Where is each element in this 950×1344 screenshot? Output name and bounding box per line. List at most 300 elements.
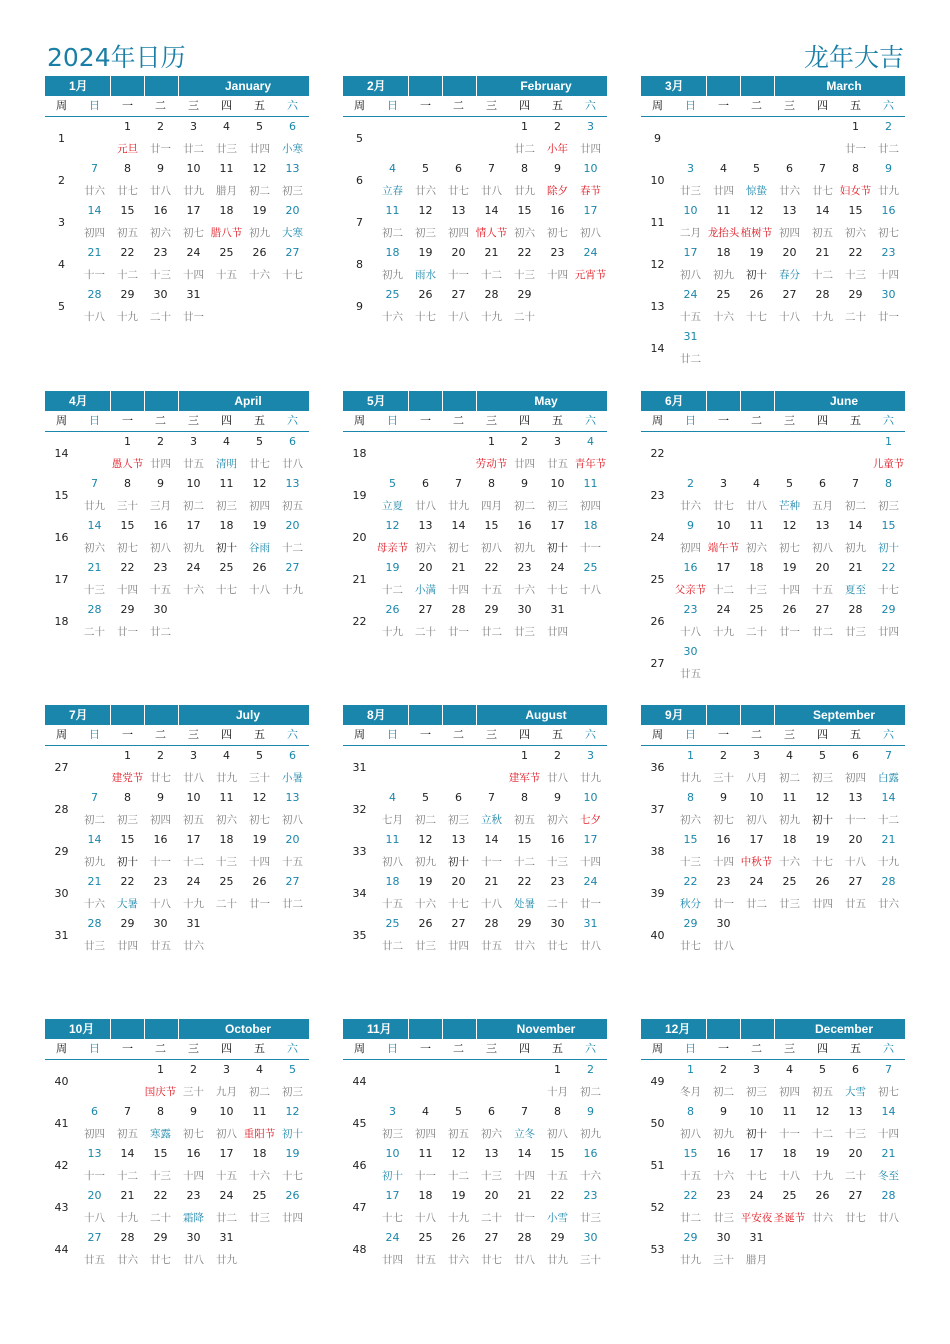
lunar-label: 十一: [84, 1170, 105, 1182]
weekday-label: 日: [685, 1042, 696, 1055]
weekday-label: 一: [718, 728, 729, 741]
weekday-label: 一: [122, 1042, 133, 1055]
day-cell[interactable]: [574, 558, 607, 600]
empty-day-cell: [773, 327, 806, 369]
day-number: 13: [782, 204, 797, 217]
day-cell[interactable]: [276, 872, 309, 914]
lunar-label: 初二: [249, 1086, 270, 1098]
day-number: 7: [91, 791, 98, 804]
day-number: 2: [521, 435, 528, 448]
day-number: 27: [782, 288, 797, 301]
lunar-label: 初四: [779, 1086, 800, 1098]
week-row: [641, 788, 905, 830]
week-row: [45, 600, 309, 642]
lunar-label: 平安夜: [740, 1212, 773, 1224]
lunar-label: 十四: [547, 269, 568, 281]
week-number: 16: [54, 530, 69, 544]
weekday-label: 三: [784, 99, 795, 112]
day-cell[interactable]: [872, 243, 905, 285]
day-number: 1: [852, 120, 859, 133]
day-cell[interactable]: [707, 914, 740, 956]
month-name-cn: 5月: [343, 391, 409, 411]
day-number: 19: [418, 246, 433, 259]
day-cell[interactable]: [574, 746, 607, 788]
day-cell[interactable]: [276, 1186, 309, 1228]
lunar-label: 廿二: [216, 1212, 237, 1224]
empty-day-cell: [574, 600, 607, 642]
lunar-label: 十四: [878, 1128, 899, 1140]
header-divider: [443, 76, 477, 96]
day-number: 22: [153, 1189, 168, 1202]
day-number: 18: [749, 561, 764, 574]
lunar-label: 廿八: [183, 1254, 204, 1266]
week-number: 1: [58, 131, 65, 145]
empty-day-cell: [773, 1228, 806, 1270]
day-cell[interactable]: [177, 914, 210, 956]
weekday-label: 五: [552, 728, 563, 741]
lunar-label: 初二: [713, 1086, 734, 1098]
day-number: 26: [749, 288, 764, 301]
weekday-label: 六: [883, 728, 894, 741]
weekday-label: 四: [817, 728, 828, 741]
day-number: 11: [252, 1105, 267, 1118]
day-number: 30: [153, 288, 168, 301]
lunar-label: 初六: [680, 814, 701, 826]
week-row: [45, 117, 309, 159]
day-number: 28: [517, 1231, 532, 1244]
day-number: 30: [186, 1231, 201, 1244]
lunar-label: 廿三: [845, 626, 866, 638]
lunar-label: 初六: [845, 227, 866, 239]
day-number: 20: [285, 204, 300, 217]
day-cell[interactable]: [872, 516, 905, 558]
day-cell[interactable]: [574, 872, 607, 914]
day-cell[interactable]: [508, 285, 541, 327]
week-row: [343, 1186, 607, 1228]
day-cell[interactable]: [872, 830, 905, 872]
month-header: [45, 705, 309, 725]
day-cell[interactable]: [872, 1144, 905, 1186]
weekday-label: 六: [287, 728, 298, 741]
day-number: 12: [815, 791, 830, 804]
lunar-label: 廿五: [547, 458, 568, 470]
week-number: 45: [352, 1116, 367, 1130]
day-cell[interactable]: [872, 788, 905, 830]
day-cell[interactable]: [872, 432, 905, 474]
lunar-label: 廿七: [713, 500, 734, 512]
day-number: 16: [716, 1147, 731, 1160]
day-number: 2: [885, 120, 892, 133]
day-number: 30: [881, 288, 896, 301]
lunar-label: 初十: [448, 856, 469, 868]
week-row: [45, 285, 309, 327]
day-number: 26: [252, 875, 267, 888]
weekday-label: 二: [751, 414, 762, 427]
empty-day-cell: [806, 914, 839, 956]
weekday-label: 二: [453, 99, 464, 112]
lunar-label: 三十: [713, 1254, 734, 1266]
day-cell[interactable]: [210, 1228, 243, 1270]
day-number: 19: [285, 1147, 300, 1160]
lunar-label: 元旦: [117, 143, 138, 155]
weekday-label: 一: [122, 728, 133, 741]
day-cell[interactable]: [872, 1186, 905, 1228]
day-cell[interactable]: [574, 201, 607, 243]
day-number: 28: [87, 288, 102, 301]
week-number: 14: [54, 446, 69, 460]
day-number: 12: [252, 791, 267, 804]
day-number: 16: [517, 519, 532, 532]
lunar-label: 初三: [282, 185, 303, 197]
day-cell[interactable]: [574, 1060, 607, 1102]
week-row: [343, 1144, 607, 1186]
lunar-label: 廿五: [183, 458, 204, 470]
day-number: 16: [153, 519, 168, 532]
lunar-label: 十七: [547, 584, 568, 596]
lunar-label: 腊月: [746, 1254, 767, 1266]
empty-day-cell: [409, 1060, 442, 1102]
day-cell[interactable]: [276, 1102, 309, 1144]
day-number: 30: [550, 917, 565, 930]
lunar-label: 廿二: [680, 1212, 701, 1224]
lunar-label: 劳动节: [475, 458, 508, 470]
day-number: 26: [252, 561, 267, 574]
week-row: [641, 1060, 905, 1102]
day-cell[interactable]: [276, 830, 309, 872]
day-number: 13: [418, 519, 433, 532]
lunar-label: 植树节: [740, 227, 773, 239]
header-divider: [145, 391, 179, 411]
day-cell[interactable]: [872, 1060, 905, 1102]
lunar-label: 二十: [481, 1212, 502, 1224]
day-cell[interactable]: [541, 600, 574, 642]
day-cell[interactable]: [276, 1060, 309, 1102]
week-number-header: 周: [354, 1042, 365, 1055]
day-number: 9: [554, 162, 561, 175]
empty-day-cell: [839, 327, 872, 369]
lunar-label: 廿六: [812, 1212, 833, 1224]
empty-day-cell: [674, 117, 707, 159]
weekday-label: 四: [221, 728, 232, 741]
lunar-label: 十一: [84, 269, 105, 281]
lunar-label: 十四: [713, 856, 734, 868]
day-number: 15: [120, 519, 135, 532]
day-number: 22: [848, 246, 863, 259]
day-number: 14: [87, 204, 102, 217]
day-number: 8: [488, 477, 495, 490]
day-number: 8: [124, 162, 131, 175]
day-number: 11: [716, 204, 731, 217]
day-number: 1: [885, 435, 892, 448]
day-number: 29: [517, 917, 532, 930]
lunar-label: 十四: [249, 856, 270, 868]
month-header: [641, 76, 905, 96]
lunar-label: 廿八: [415, 500, 436, 512]
day-number: 13: [285, 477, 300, 490]
lunar-label: 芒种: [779, 500, 800, 512]
day-number: 2: [720, 749, 727, 762]
day-number: 16: [716, 833, 731, 846]
empty-day-cell: [243, 600, 276, 642]
header-divider: [741, 1019, 775, 1039]
day-cell[interactable]: [276, 474, 309, 516]
day-number: 9: [554, 791, 561, 804]
day-number: 1: [521, 120, 528, 133]
day-cell[interactable]: [276, 558, 309, 600]
day-number: 24: [583, 875, 598, 888]
lunar-label: 廿六: [680, 500, 701, 512]
day-number: 10: [683, 204, 698, 217]
day-number: 29: [120, 288, 135, 301]
lunar-label: 十八: [779, 1170, 800, 1182]
day-number: 5: [819, 749, 826, 762]
day-cell[interactable]: [276, 432, 309, 474]
day-cell[interactable]: [872, 474, 905, 516]
lunar-label: 廿五: [680, 668, 701, 680]
day-cell[interactable]: [574, 1102, 607, 1144]
week-row: [343, 1060, 607, 1102]
week-row: [45, 872, 309, 914]
lunar-label: 初六: [481, 1128, 502, 1140]
day-number: 13: [848, 791, 863, 804]
day-number: 8: [554, 1105, 561, 1118]
lunar-label: 廿七: [150, 1254, 171, 1266]
day-number: 28: [484, 288, 499, 301]
lunar-label: 十六: [183, 584, 204, 596]
lunar-label: 十四: [183, 1170, 204, 1182]
day-cell[interactable]: [574, 1228, 607, 1270]
lunar-label: 初六: [415, 542, 436, 554]
month-block: [45, 1019, 309, 1270]
day-cell[interactable]: [872, 1102, 905, 1144]
day-cell[interactable]: [276, 117, 309, 159]
weekday-label: 六: [585, 99, 596, 112]
lunar-label: 初七: [547, 227, 568, 239]
day-cell[interactable]: [674, 327, 707, 369]
month-header: [641, 705, 905, 725]
lunar-label: 圣诞节: [773, 1212, 806, 1224]
weekday-label: 六: [883, 99, 894, 112]
day-cell[interactable]: [276, 746, 309, 788]
weekday-label: 日: [89, 728, 100, 741]
weekday-label: 日: [387, 99, 398, 112]
day-number: 26: [418, 917, 433, 930]
day-cell[interactable]: [872, 558, 905, 600]
day-cell[interactable]: [574, 516, 607, 558]
day-cell[interactable]: [574, 474, 607, 516]
lunar-label: 十五: [150, 584, 171, 596]
lunar-label: 廿九: [680, 1254, 701, 1266]
lunar-label: 初三: [547, 500, 568, 512]
day-number: 18: [782, 1147, 797, 1160]
week-number: 40: [650, 928, 665, 942]
day-number: 9: [720, 1105, 727, 1118]
day-number: 14: [120, 1147, 135, 1160]
day-number: 5: [256, 435, 263, 448]
day-number: 25: [716, 288, 731, 301]
lunar-label: 十八: [150, 898, 171, 910]
week-row: [641, 746, 905, 788]
day-cell[interactable]: [674, 642, 707, 684]
day-number: 15: [881, 519, 896, 532]
lunar-label: 廿八: [481, 185, 502, 197]
lunar-label: 十二: [812, 269, 833, 281]
weekday-header: [45, 725, 309, 746]
lunar-label: 儿童节: [872, 458, 905, 470]
lunar-label: 十九: [878, 856, 899, 868]
day-number: 27: [451, 288, 466, 301]
week-number: 9: [654, 131, 661, 145]
day-number: 2: [587, 1063, 594, 1076]
lunar-label: 十九: [282, 584, 303, 596]
day-number: 25: [418, 1231, 433, 1244]
lunar-label: 初九: [183, 542, 204, 554]
day-number: 13: [848, 1105, 863, 1118]
week-number: 19: [352, 488, 367, 502]
header-divider: [741, 391, 775, 411]
day-cell[interactable]: [872, 159, 905, 201]
day-number: 2: [554, 120, 561, 133]
day-cell[interactable]: [574, 1186, 607, 1228]
day-cell[interactable]: [276, 788, 309, 830]
lunar-label: 二十: [547, 898, 568, 910]
day-number: 29: [517, 288, 532, 301]
week-number: 20: [352, 530, 367, 544]
lunar-label: 初八: [382, 856, 403, 868]
empty-day-cell: [177, 600, 210, 642]
day-number: 24: [683, 288, 698, 301]
day-number: 22: [484, 561, 499, 574]
day-cell[interactable]: [276, 201, 309, 243]
day-number: 21: [848, 561, 863, 574]
lunar-label: 二十: [84, 626, 105, 638]
weekday-label: 六: [287, 414, 298, 427]
empty-day-cell: [839, 1228, 872, 1270]
day-cell[interactable]: [177, 285, 210, 327]
day-number: 30: [683, 645, 698, 658]
day-number: 4: [753, 477, 760, 490]
weekday-label: 三: [188, 414, 199, 427]
day-number: 8: [124, 477, 131, 490]
day-number: 7: [455, 477, 462, 490]
empty-day-cell: [740, 327, 773, 369]
weekday-label: 日: [387, 1042, 398, 1055]
lunar-label: 十八: [680, 626, 701, 638]
lunar-label: 十二: [183, 856, 204, 868]
month-block: [343, 1019, 607, 1270]
day-cell[interactable]: [574, 159, 607, 201]
day-cell[interactable]: [144, 600, 177, 642]
day-number: 31: [186, 917, 201, 930]
day-number: 17: [683, 246, 698, 259]
lunar-label: 廿八: [183, 772, 204, 784]
lunar-label: 十七: [746, 1170, 767, 1182]
day-number: 17: [749, 1147, 764, 1160]
day-cell[interactable]: [872, 117, 905, 159]
lunar-label: 初二: [845, 500, 866, 512]
week-number: 31: [54, 928, 69, 942]
day-cell[interactable]: [574, 243, 607, 285]
day-number: 14: [484, 204, 499, 217]
lunar-label: 十一: [448, 269, 469, 281]
lunar-label: 十三: [547, 856, 568, 868]
lunar-label: 十三: [150, 1170, 171, 1182]
day-cell[interactable]: [276, 159, 309, 201]
lunar-label: 十六: [249, 1170, 270, 1182]
weekday-label: 日: [685, 728, 696, 741]
lunar-label: 廿三: [779, 898, 800, 910]
empty-day-cell: [707, 117, 740, 159]
day-cell[interactable]: [872, 872, 905, 914]
day-number: 6: [455, 162, 462, 175]
day-number: 27: [848, 1189, 863, 1202]
day-number: 29: [881, 603, 896, 616]
day-cell[interactable]: [574, 830, 607, 872]
lunar-label: 廿七: [812, 185, 833, 197]
week-row: [343, 285, 607, 327]
day-number: 15: [153, 1147, 168, 1160]
lunar-label: 二十: [216, 898, 237, 910]
lunar-label: 三月: [150, 500, 171, 512]
day-number: 23: [517, 561, 532, 574]
day-cell[interactable]: [872, 746, 905, 788]
lunar-label: 五月: [812, 500, 833, 512]
day-number: 4: [223, 435, 230, 448]
day-number: 11: [385, 833, 400, 846]
day-number: 30: [716, 1231, 731, 1244]
day-cell[interactable]: [276, 1144, 309, 1186]
day-cell[interactable]: [872, 600, 905, 642]
lunar-label: 廿一: [183, 311, 204, 323]
day-number: 13: [484, 1147, 499, 1160]
day-cell[interactable]: [276, 516, 309, 558]
month-name-en: March: [826, 79, 862, 93]
weekday-label: 三: [784, 1042, 795, 1055]
lunar-label: 十六: [779, 856, 800, 868]
lunar-label: 廿三: [249, 1212, 270, 1224]
lunar-label: 腊八节: [210, 227, 243, 239]
day-cell[interactable]: [872, 285, 905, 327]
lunar-label: 春分: [779, 269, 800, 281]
day-number: 12: [451, 1147, 466, 1160]
day-cell[interactable]: [872, 201, 905, 243]
day-number: 25: [252, 1189, 267, 1202]
lunar-label: 十八: [448, 311, 469, 323]
day-number: 2: [687, 477, 694, 490]
day-number: 5: [422, 791, 429, 804]
day-cell[interactable]: [574, 914, 607, 956]
day-number: 19: [749, 246, 764, 259]
day-number: 4: [720, 162, 727, 175]
day-cell[interactable]: [740, 1228, 773, 1270]
week-number: 15: [54, 488, 69, 502]
day-cell[interactable]: [574, 1144, 607, 1186]
day-cell[interactable]: [574, 117, 607, 159]
empty-day-cell: [806, 432, 839, 474]
weekday-label: 四: [519, 99, 530, 112]
lunar-label: 廿二: [282, 898, 303, 910]
day-number: 1: [687, 749, 694, 762]
lunar-label: 十五: [680, 311, 701, 323]
day-number: 3: [753, 1063, 760, 1076]
day-number: 22: [120, 875, 135, 888]
day-cell[interactable]: [574, 432, 607, 474]
day-cell[interactable]: [574, 788, 607, 830]
day-cell[interactable]: [276, 243, 309, 285]
day-number: 5: [256, 749, 263, 762]
lunar-label: 三十: [580, 1254, 601, 1266]
weekday-label: 四: [519, 728, 530, 741]
